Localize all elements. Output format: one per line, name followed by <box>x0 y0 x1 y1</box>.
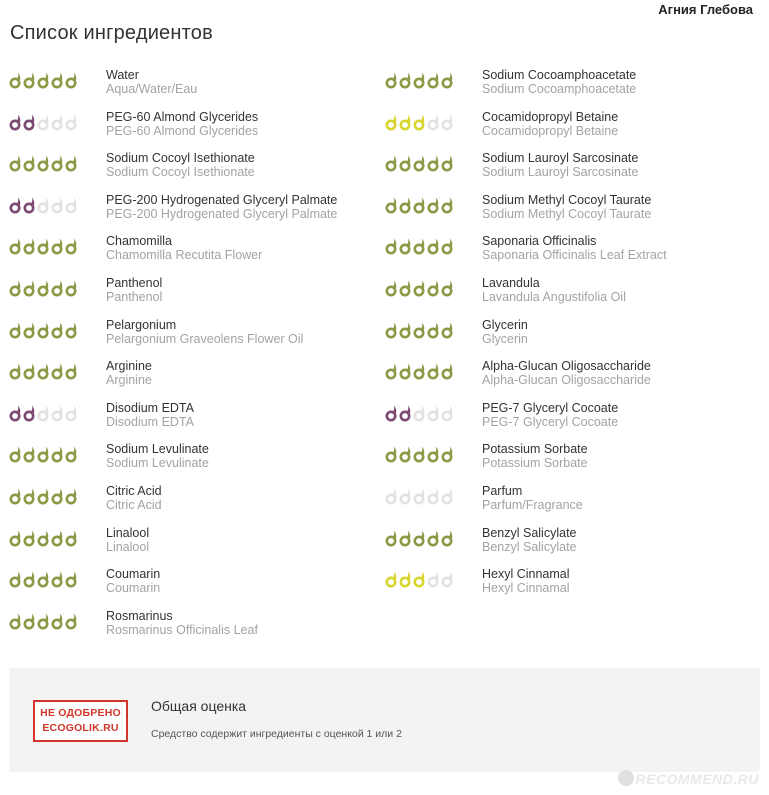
ingredient-names <box>106 567 160 596</box>
ingredient-names <box>106 193 337 222</box>
rating-drops <box>8 362 78 380</box>
ingredient-name[interactable]: PEG-200 Hydrogenated Glyceryl Palmate <box>106 192 338 207</box>
ingredient-name[interactable]: Citric Acid <box>106 483 162 498</box>
ingredient-name[interactable]: Potassium Sorbate <box>482 442 588 457</box>
drop-icon <box>67 239 76 254</box>
drop-icon <box>415 572 424 587</box>
ingredient-names <box>482 234 667 263</box>
drop-icon <box>401 73 410 88</box>
drop-icon <box>415 197 424 212</box>
ingredient-name[interactable]: Saponaria Officinalis <box>482 234 597 249</box>
ingredient-name[interactable]: Panthenol <box>106 275 163 290</box>
drop-icon <box>11 280 20 295</box>
watermark <box>618 770 759 787</box>
drop-icon <box>25 73 34 88</box>
drop-icon <box>11 405 20 420</box>
drop-icon <box>39 280 48 295</box>
drop-icon <box>39 613 48 628</box>
drop-icon <box>67 280 76 295</box>
drop-icon <box>39 447 48 462</box>
rating-drops <box>8 279 78 297</box>
drop-icon <box>429 322 438 337</box>
drop-icon <box>11 197 20 212</box>
overall-rating-panel <box>9 668 760 772</box>
rating-drops <box>384 321 454 339</box>
drop-icon <box>67 73 76 88</box>
ingredient-inci: Parfum/Fragrance <box>482 497 583 512</box>
drop-icon <box>53 322 62 337</box>
drop-icon <box>387 322 396 337</box>
drop-icon <box>443 488 452 503</box>
drop-icon <box>401 405 410 420</box>
drop-icon <box>401 239 410 254</box>
drop-icon <box>53 73 62 88</box>
ingredient-inci: Arginine <box>106 373 152 388</box>
rating-drops <box>384 445 454 463</box>
drop-icon <box>443 197 452 212</box>
ingredient-name[interactable]: Sodium Levulinate <box>106 442 209 457</box>
overall-rating-title: Общая оценка <box>151 698 247 714</box>
drop-icon <box>387 364 396 379</box>
ingredient-inci: Panthenol <box>106 289 163 304</box>
ingredient-row[interactable] <box>384 232 764 274</box>
ingredient-names <box>106 359 152 388</box>
drop-icon <box>387 447 396 462</box>
ingredient-names <box>482 193 651 222</box>
ingredient-name[interactable]: Cocamidopropyl Betaine <box>482 109 619 124</box>
rating-drops <box>384 71 454 89</box>
drop-icon <box>415 530 424 545</box>
rating-drops <box>384 487 454 505</box>
ingredient-name[interactable]: Glycerin <box>482 317 528 332</box>
ingredient-name[interactable]: Pelargonium <box>106 317 177 332</box>
drop-icon <box>53 280 62 295</box>
ingredient-inci: Hexyl Cinnamal <box>482 581 570 596</box>
ingredient-name[interactable]: Sodium Methyl Cocoyl Taurate <box>482 192 652 207</box>
ingredient-inci: Sodium Lauroyl Sarcosinate <box>482 165 639 180</box>
drop-icon <box>415 405 424 420</box>
ingredient-inci: Potassium Sorbate <box>482 456 588 471</box>
ingredient-inci: Sodium Methyl Cocoyl Taurate <box>482 206 652 221</box>
ingredient-name[interactable]: Benzyl Salicylate <box>482 525 577 540</box>
drop-icon <box>415 156 424 171</box>
drop-icon <box>53 572 62 587</box>
ingredient-name[interactable]: Water <box>106 68 139 82</box>
ingredient-inci: Benzyl Salicylate <box>482 539 577 554</box>
drop-icon <box>443 530 452 545</box>
ingredient-inci: Coumarin <box>106 581 161 596</box>
drop-icon <box>429 405 438 420</box>
rating-drops <box>384 237 454 255</box>
drop-icon <box>401 197 410 212</box>
drop-icon <box>53 613 62 628</box>
drop-icon <box>25 572 34 587</box>
drop-icon <box>401 156 410 171</box>
drop-icon <box>443 447 452 462</box>
ingredient-name[interactable]: Disodium EDTA <box>106 400 194 415</box>
drop-icon <box>67 364 76 379</box>
ingredient-names <box>482 484 583 513</box>
drop-icon <box>53 239 62 254</box>
drop-icon <box>67 572 76 587</box>
ingredient-name[interactable]: Rosmarinus <box>106 608 173 623</box>
rating-drops <box>8 113 78 131</box>
ingredient-inci: Linalool <box>106 539 150 554</box>
ingredient-name[interactable]: Arginine <box>106 359 152 374</box>
ingredient-names <box>106 110 258 139</box>
ingredient-names <box>106 442 209 471</box>
rating-drops <box>384 362 454 380</box>
ingredient-row[interactable] <box>8 565 388 607</box>
ingredient-name[interactable]: Parfum <box>482 483 523 498</box>
drop-icon <box>443 114 452 129</box>
ingredient-inci: Lavandula Angustifolia Oil <box>482 289 626 304</box>
ingredient-names <box>106 401 194 430</box>
drop-icon <box>401 488 410 503</box>
ingredient-inci: PEG-60 Almond Glycerides <box>106 123 259 138</box>
drop-icon <box>11 156 20 171</box>
drop-icon <box>429 447 438 462</box>
ingredient-names <box>482 401 618 430</box>
drop-icon <box>387 197 396 212</box>
drop-icon <box>11 488 20 503</box>
drop-icon <box>25 197 34 212</box>
ingredient-row[interactable] <box>8 108 388 150</box>
ingredient-row[interactable] <box>384 482 764 524</box>
stamp-line-2: ECOGOLIK.RU <box>42 722 119 734</box>
ingredient-row[interactable] <box>384 274 764 316</box>
drop-icon <box>401 530 410 545</box>
drop-icon <box>429 114 438 129</box>
ingredient-row[interactable] <box>8 399 388 441</box>
drop-icon <box>67 114 76 129</box>
ingredient-row[interactable] <box>384 399 764 441</box>
drop-icon <box>25 239 34 254</box>
ingredient-inci: Citric Acid <box>106 497 162 512</box>
ingredient-row[interactable] <box>8 524 388 566</box>
ingredient-names <box>482 442 588 471</box>
drop-icon <box>39 572 48 587</box>
drop-icon <box>401 280 410 295</box>
ingredient-names <box>482 68 636 97</box>
ingredient-names <box>482 318 528 347</box>
drop-icon <box>39 156 48 171</box>
drop-icon <box>11 73 20 88</box>
ingredient-name[interactable]: Sodium Cocoyl Isethionate <box>106 151 255 166</box>
ingredient-row[interactable] <box>8 66 388 108</box>
rating-drops <box>8 237 78 255</box>
drop-icon <box>387 114 396 129</box>
drop-icon <box>39 405 48 420</box>
recommend-logo-icon <box>618 770 634 786</box>
ingredient-names <box>482 276 626 305</box>
drop-icon <box>443 405 452 420</box>
ingredient-inci: Rosmarinus Officinalis Leaf <box>106 622 258 637</box>
ingredients-column-left <box>8 66 388 648</box>
drop-icon <box>25 156 34 171</box>
not-approved-stamp <box>33 700 128 742</box>
drop-icon <box>11 613 20 628</box>
drop-icon <box>415 114 424 129</box>
drop-icon <box>429 572 438 587</box>
drop-icon <box>401 447 410 462</box>
drop-icon <box>387 73 396 88</box>
drop-icon <box>11 530 20 545</box>
ingredient-row[interactable] <box>384 524 764 566</box>
drop-icon <box>25 280 34 295</box>
drop-icon <box>39 488 48 503</box>
drop-icon <box>11 364 20 379</box>
ingredient-name[interactable]: Chamomilla <box>106 234 172 249</box>
drop-icon <box>401 114 410 129</box>
drop-icon <box>429 364 438 379</box>
drop-icon <box>415 488 424 503</box>
ingredient-inci: Sodium Cocoamphoacetate <box>482 82 637 96</box>
ingredient-name[interactable]: Lavandula <box>482 275 540 290</box>
drop-icon <box>443 239 452 254</box>
ingredient-names <box>106 318 303 347</box>
rating-drops <box>384 529 454 547</box>
drop-icon <box>443 364 452 379</box>
drop-icon <box>401 322 410 337</box>
drop-icon <box>415 239 424 254</box>
rating-drops <box>384 279 454 297</box>
ingredient-row[interactable] <box>8 482 388 524</box>
ingredient-inci: Chamomilla Recutita Flower <box>106 248 263 263</box>
drop-icon <box>429 73 438 88</box>
drop-icon <box>11 447 20 462</box>
drop-icon <box>67 447 76 462</box>
ingredient-names <box>482 526 577 555</box>
ingredient-inci: Pelargonium Graveolens Flower Oil <box>106 331 304 346</box>
rating-drops <box>8 570 78 588</box>
drop-icon <box>429 156 438 171</box>
ingredient-row[interactable] <box>8 191 388 233</box>
drop-icon <box>67 156 76 171</box>
drop-icon <box>415 73 424 88</box>
rating-drops <box>8 612 78 630</box>
drop-icon <box>415 322 424 337</box>
watermark-text: RECOMMEND.RU <box>635 771 759 787</box>
drop-icon <box>387 239 396 254</box>
ingredient-name[interactable]: Alpha-Glucan Oligosaccharide <box>482 359 651 374</box>
ingredient-row[interactable] <box>384 316 764 358</box>
drop-icon <box>39 239 48 254</box>
rating-drops <box>384 113 454 131</box>
stamp-line-1: НЕ ОДОБРЕНО <box>40 707 121 719</box>
drop-icon <box>429 197 438 212</box>
drop-icon <box>39 73 48 88</box>
drop-icon <box>11 322 20 337</box>
drop-icon <box>25 322 34 337</box>
drop-icon <box>53 364 62 379</box>
drop-icon <box>39 114 48 129</box>
rating-drops <box>384 570 454 588</box>
drop-icon <box>415 280 424 295</box>
drop-icon <box>67 197 76 212</box>
ingredient-inci: Disodium EDTA <box>106 414 194 429</box>
drop-icon <box>387 488 396 503</box>
rating-drops <box>8 71 78 89</box>
drop-icon <box>25 114 34 129</box>
ingredient-row[interactable] <box>384 440 764 482</box>
ingredient-row[interactable] <box>8 149 388 191</box>
ingredient-inci: Alpha-Glucan Oligosaccharide <box>482 373 651 388</box>
ingredient-inci: Sodium Cocoyl Isethionate <box>106 165 255 180</box>
drop-icon <box>387 156 396 171</box>
drop-icon <box>415 364 424 379</box>
ingredient-row[interactable] <box>384 108 764 150</box>
ingredient-name[interactable]: Hexyl Cinnamal <box>482 567 570 582</box>
ingredient-names <box>106 68 197 97</box>
drop-icon <box>25 364 34 379</box>
ingredient-inci: PEG-200 Hydrogenated Glyceryl Palmate <box>106 206 338 221</box>
drop-icon <box>429 280 438 295</box>
ingredient-names <box>106 526 149 555</box>
ingredient-inci: PEG-7 Glyceryl Cocoate <box>482 414 619 429</box>
rating-drops <box>8 529 78 547</box>
ingredient-names <box>106 609 258 638</box>
ingredient-inci: Saponaria Officinalis Leaf Extract <box>482 248 667 263</box>
drop-icon <box>429 488 438 503</box>
rating-drops <box>384 404 454 422</box>
drop-icon <box>11 114 20 129</box>
drop-icon <box>387 405 396 420</box>
rating-drops <box>384 154 454 172</box>
drop-icon <box>53 156 62 171</box>
ingredient-names <box>106 276 162 305</box>
ingredient-inci: Glycerin <box>482 331 528 346</box>
ingredient-row[interactable] <box>8 232 388 274</box>
ingredient-row[interactable] <box>384 66 764 108</box>
ingredient-names <box>482 151 638 180</box>
drop-icon <box>25 488 34 503</box>
ingredient-names <box>482 110 618 139</box>
ingredients-column-right <box>384 66 764 607</box>
ingredient-name[interactable]: Sodium Lauroyl Sarcosinate <box>482 151 639 166</box>
drop-icon <box>67 322 76 337</box>
drop-icon <box>401 572 410 587</box>
drop-icon <box>39 197 48 212</box>
ingredient-names <box>106 151 255 180</box>
drop-icon <box>11 239 20 254</box>
ingredient-names <box>106 234 262 263</box>
drop-icon <box>387 530 396 545</box>
page-title: Список ингредиентов <box>10 22 213 44</box>
rating-drops <box>8 154 78 172</box>
ingredient-row[interactable] <box>8 274 388 316</box>
drop-icon <box>39 364 48 379</box>
drop-icon <box>387 572 396 587</box>
rating-drops <box>8 487 78 505</box>
ingredient-row[interactable] <box>384 191 764 233</box>
drop-icon <box>53 114 62 129</box>
ingredient-name[interactable]: PEG-60 Almond Glycerides <box>106 109 259 124</box>
drop-icon <box>429 239 438 254</box>
ingredient-names <box>482 359 651 388</box>
drop-icon <box>53 405 62 420</box>
drop-icon <box>401 364 410 379</box>
drop-icon <box>415 447 424 462</box>
rating-drops <box>8 321 78 339</box>
ingredient-row[interactable] <box>384 565 764 607</box>
drop-icon <box>25 530 34 545</box>
rating-drops <box>384 196 454 214</box>
rating-drops <box>8 404 78 422</box>
ingredient-name[interactable]: Coumarin <box>106 567 161 582</box>
drop-icon <box>39 322 48 337</box>
overall-rating-description: Средство содержит ингредиенты с оценкой 1 или 2 <box>151 728 402 740</box>
drop-icon <box>53 530 62 545</box>
drop-icon <box>429 530 438 545</box>
ingredient-inci: Sodium Levulinate <box>106 456 209 471</box>
drop-icon <box>443 73 452 88</box>
ingredient-inci: Aqua/Water/Eau <box>106 82 198 96</box>
drop-icon <box>387 280 396 295</box>
ingredient-name[interactable]: PEG-7 Glyceryl Cocoate <box>482 400 619 415</box>
drop-icon <box>25 405 34 420</box>
rating-drops <box>8 445 78 463</box>
ingredient-names <box>482 567 570 596</box>
drop-icon <box>25 447 34 462</box>
rating-drops <box>8 196 78 214</box>
drop-icon <box>39 530 48 545</box>
drop-icon <box>67 530 76 545</box>
drop-icon <box>443 572 452 587</box>
ingredient-inci: Cocamidopropyl Betaine <box>482 123 619 138</box>
ingredient-row[interactable] <box>384 357 764 399</box>
drop-icon <box>443 156 452 171</box>
drop-icon <box>53 488 62 503</box>
ingredient-row[interactable] <box>8 607 388 649</box>
ingredient-name[interactable]: Linalool <box>106 525 150 540</box>
ingredient-names <box>106 484 162 513</box>
ingredient-row[interactable] <box>8 440 388 482</box>
drop-icon <box>443 280 452 295</box>
ingredient-row[interactable] <box>8 357 388 399</box>
author-name[interactable]: Агния Глебова <box>658 2 753 17</box>
drop-icon <box>11 572 20 587</box>
drop-icon <box>53 197 62 212</box>
ingredient-row[interactable] <box>8 316 388 358</box>
drop-icon <box>443 322 452 337</box>
drop-icon <box>67 405 76 420</box>
drop-icon <box>53 447 62 462</box>
drop-icon <box>67 488 76 503</box>
drop-icon <box>67 613 76 628</box>
ingredient-row[interactable] <box>384 149 764 191</box>
ingredient-name[interactable]: Sodium Cocoamphoacetate <box>482 68 637 82</box>
drop-icon <box>25 613 34 628</box>
